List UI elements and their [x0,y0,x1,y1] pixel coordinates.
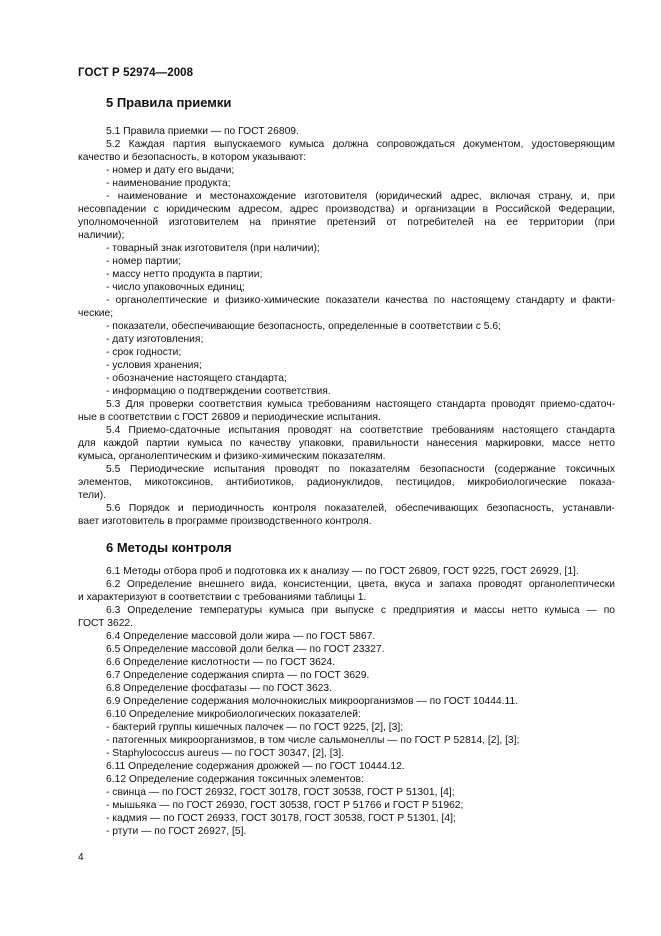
text-line: - обозначение настоящего стандарта; [106,373,287,384]
text-line: - ртути — по ГОСТ 26927, [5]. [106,826,247,837]
text-line: - бактерий группы кишечных палочек — по ГОСТ 9225, [2], [3]; [106,722,404,733]
text-line: 6.7 Определение содержания спирта — по ГОСТ 3629. [106,670,370,681]
text-line: - номер и дату его выдачи; [106,165,235,176]
text-line: - номер партии; [106,256,181,267]
text-line: - наименование и местонахождение изготовителя (юридический адрес, включая страну, и, при [106,191,615,202]
text-line: 6.4 Определение массовой доли жира — по ГОСТ 5867. [106,631,376,642]
text-line: - патогенных микроорганизмов, в том числе сальмонеллы — по ГОСТ Р 52814, [2], [3]; [106,735,520,746]
text-line: 5.4 Приемо-сдаточные испытания проводят на соответствие требованиям настоящего стандарта [106,425,615,436]
text-line: 6.1 Методы отбора проб и подготовка их к анализу — по ГОСТ 26809, ГОСТ 9225, ГОСТ 26929, [1]. [106,566,579,577]
text-line: элементов, микотоксинов, антибиотиков, радионуклидов, пестицидов, микробиологические показа- [78,477,615,488]
text-line: - свинца — по ГОСТ 26932, ГОСТ 30178, ГОСТ 30538, ГОСТ Р 51301, [4]; [106,787,455,798]
text-line: тели). [78,490,107,501]
text-line: 6.8 Определение фосфатазы — по ГОСТ 3623. [106,683,332,694]
text-line: ные в соответствии с ГОСТ 26809 и периодические испытания. [78,412,381,423]
text-line: 5.6 Порядок и периодичность контроля показателей, обеспечивающих безопасность, устанавли- [106,503,615,514]
text-line: качество и безопасность, в котором указывают: [78,152,307,163]
text-line: - органолептические и физико-химические показатели качества по настоящему стандарту и факти- [106,295,615,306]
text-line: уполномоченной изготовителем на принятие претензий от потребителей на ее территории (при [78,217,615,228]
page-number: 4 [78,852,84,863]
text-line: 5.2 Каждая партия выпускаемого кумыса должна сопровождаться документом, удостоверяющим [106,139,615,150]
text-line: ГОСТ 3622. [78,618,134,629]
text-line: и характеризуют в соответствии с требованиями таблицы 1. [78,592,367,603]
text-line: 5.3 Для проверки соответствия кумыса требованиям настоящего стандарта проводят приемо-сдаточ- [106,399,615,410]
text-line: - показатели, обеспечивающие безопасность, определенные в соответствии с 5.6; [106,321,501,332]
text-line: - товарный знак изготовителя (при наличии); [106,243,320,254]
text-line: кумыса, органолептическим и физико-химическим показателям. [78,451,386,462]
text-line: вает изготовитель в программе производственного контроля. [78,516,372,527]
text-line: - срок годности; [106,347,182,358]
text-line: - кадмия — по ГОСТ 26933, ГОСТ 30178, ГОСТ 30538, ГОСТ Р 51301, [4]; [106,813,456,824]
text-line: 6.11 Определение содержания дрожжей — по ГОСТ 10444.12. [106,761,405,772]
text-line: ческие; [78,308,114,319]
section-6-heading: 6 Методы контроля [106,540,232,555]
text-line: - массу нетто продукта в партии; [106,269,263,280]
text-line: для каждой партии кумыса по качеству упаковки, правильности нанесения маркировки, массе нетто [78,438,615,449]
text-line: 5.5 Периодические испытания проводят по показателям безопасности (содержание токсичных [106,464,615,475]
text-line: 6.10 Определение микробиологических показателей: [106,709,361,720]
section-6-body [78,565,615,838]
text-line: - число упаковочных единиц; [106,282,245,293]
text-line: - мышьяка — по ГОСТ 26930, ГОСТ 30538, ГОСТ Р 51766 и ГОСТ Р 51962; [106,800,464,811]
text-line: - Staphylococcus aureus — по ГОСТ 30347, [2], [3]. [106,748,345,759]
text-line: 6.12 Определение содержания токсичных элементов: [106,774,364,785]
text-line: 6.3 Определение температуры кумыса при выпуске с предприятия и массы нетто кумыса — по [106,605,615,616]
text-line: - информацию о подтверждении соответствия. [106,386,331,397]
text-line: несовпадении с юридическим адресом, адрес производства) и организации в Российской Федерации, [78,204,615,215]
text-line: наличии); [78,230,125,241]
text-line: - дату изготовления; [106,334,204,345]
document-header: ГОСТ Р 52974—2008 [78,67,194,79]
text-line: - условия хранения; [106,360,202,371]
section-5-heading: 5 Правила приемки [106,95,232,110]
text-line: - наименование продукта; [106,178,231,189]
text-line: 6.5 Определение массовой доли белка — по ГОСТ 23327. [106,644,385,655]
section-5-body [78,125,615,528]
text-line: 6.9 Определение содержания молочнокислых микроорганизмов — по ГОСТ 10444.11. [106,696,519,707]
text-line: 6.6 Определение кислотности — по ГОСТ 3624. [106,657,336,668]
text-line: 6.2 Определение внешнего вида, консистенции, цвета, вкуса и запаха проводят органолептически [106,579,615,590]
text-line: 5.1 Правила приемки — по ГОСТ 26809. [106,126,299,137]
